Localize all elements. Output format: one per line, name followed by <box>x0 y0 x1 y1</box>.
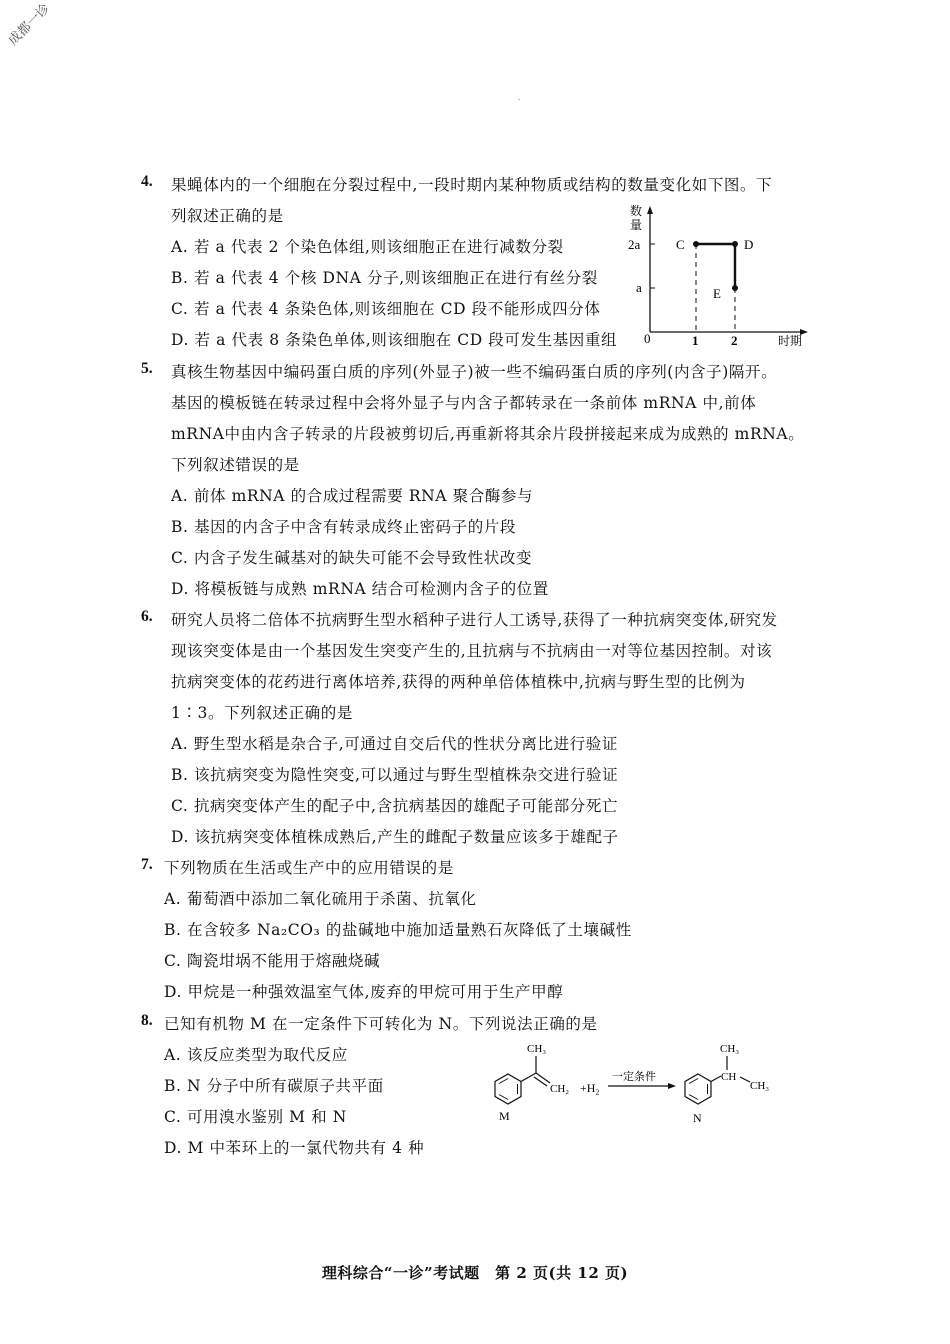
graph-xlabel: 时期 <box>778 334 803 348</box>
question-6-stem-line-3: 抗病突变体的花药进行离体培养,获得的两种单倍体植株中,抗病与野生型的比例为 <box>171 673 746 691</box>
reaction-scheme <box>484 1038 794 1128</box>
benzene-ring-m <box>495 1074 521 1104</box>
question-5-option-b: B. 基因的内含子中含有转录成终止密码子的片段 <box>171 518 517 536</box>
reaction-condition: 一定条件 <box>612 1071 656 1083</box>
question-7-option-b: B. 在含较多 Na₂CO₃ 的盐碱地中施加适量熟石灰降低了土壤碱性 <box>164 921 632 939</box>
question-4-stem-line-2: 列叙述正确的是 <box>171 207 284 225</box>
n-ch: CH <box>721 1071 737 1083</box>
question-6-option-d: D. 该抗病突变体植株成熟后,产生的雌配子数量应该多于雄配子 <box>171 828 619 846</box>
question-5-number: 5. <box>141 360 153 377</box>
question-8-option-c: C. 可用溴水鉴别 M 和 N <box>164 1108 347 1126</box>
corner-watermark: 成都一诊 <box>5 1 54 49</box>
quantity-period-graph <box>518 100 818 350</box>
question-7-number: 7. <box>141 856 153 873</box>
reaction-arrow-head <box>668 1083 676 1089</box>
bond-ring-to-ch <box>711 1076 721 1082</box>
graph-ylabel: 数量 <box>518 100 520 101</box>
graph-ylabel-char-2: 量 <box>630 218 643 232</box>
graph-point-e <box>732 285 738 291</box>
plus-h2: +H₂ <box>580 1081 600 1095</box>
graph-ytick-a: a <box>636 280 642 295</box>
question-5-option-d: D. 将模板链与成熟 mRNA 结合可检测内含子的位置 <box>171 580 549 598</box>
question-5-option-c: C. 内含子发生碱基对的缺失可能不会导致性状改变 <box>171 549 533 567</box>
bond-ring-to-c <box>521 1073 536 1082</box>
n-methyl-top: CH₃ <box>720 1043 740 1055</box>
graph-label-c: C <box>676 237 685 252</box>
graph-xtick-0: 0 <box>644 331 651 346</box>
question-6-stem-line-1: 研究人员将二倍体不抗病野生型水稻种子进行人工诱导,获得了一种抗病突变体,研究发 <box>171 611 778 629</box>
question-4-number: 4. <box>141 173 153 190</box>
question-8-number: 8. <box>141 1012 153 1029</box>
graph-label-e: E <box>713 286 721 301</box>
n-methyl-right: CH₃ <box>750 1080 770 1092</box>
question-7-option-a: A. 葡萄酒中添加二氧化硫用于杀菌、抗氧化 <box>164 890 477 908</box>
page-footer: 理科综合“一诊”考试题 第 2 页(共 12 页) <box>321 1264 629 1282</box>
question-8-option-a: A. 该反应类型为取代反应 <box>164 1046 348 1064</box>
m-label: M <box>499 1109 510 1123</box>
question-7-stem: 下列物质在生活或生产中的应用错误的是 <box>164 859 454 877</box>
m-ch2: CH₂ <box>550 1083 570 1095</box>
question-8-option-b: B. N 分子中所有碳原子共平面 <box>164 1077 384 1095</box>
question-5-stem-line-4: 下列叙述错误的是 <box>171 456 300 474</box>
double-bond-1 <box>536 1073 550 1083</box>
question-5-stem-line-1: 真核生物基因中编码蛋白质的序列(外显子)被一些不编码蛋白质的序列(内含子)隔开。 <box>171 363 778 381</box>
question-6-stem-line-2: 现该突变体是由一个基因发生突变产生的,且抗病与不抗病由一对等位基因控制。对该 <box>171 642 773 660</box>
question-8-stem: 已知有机物 M 在一定条件下可转化为 N。下列说法正确的是 <box>164 1015 598 1033</box>
question-4-option-c: C. 若 a 代表 4 条染色体,则该细胞在 CD 段不能形成四分体 <box>171 300 601 318</box>
question-6-number: 6. <box>141 608 153 625</box>
question-5-option-a: A. 前体 mRNA 的合成过程需要 RNA 聚合酶参与 <box>171 487 534 505</box>
question-6-option-b: B. 该抗病突变为隐性突变,可以通过与野生型植株杂交进行验证 <box>171 766 619 784</box>
question-5-stem-line-3: mRNA中由内含子转录的片段被剪切后,再重新将其余片段拼接起来成为成熟的 mRNA。 <box>171 425 805 443</box>
graph-xtick-1: 1 <box>692 333 699 348</box>
question-7-option-d: D. 甲烷是一种强效温室气体,废弃的甲烷可用于生产甲醇 <box>164 983 564 1001</box>
question-8-option-d: D. M 中苯环上的一氯代物共有 4 种 <box>164 1139 425 1157</box>
m-methyl: CH₃ <box>527 1043 547 1055</box>
question-4-option-b: B. 若 a 代表 4 个核 DNA 分子,则该细胞正在进行有丝分裂 <box>171 269 598 287</box>
question-4-option-a: A. 若 a 代表 2 个染色体组,则该细胞正在进行减数分裂 <box>171 238 564 256</box>
question-4-stem-line-1: 果蝇体内的一个细胞在分裂过程中,一段时期内某种物质或结构的数量变化如下图。下 <box>171 176 773 194</box>
question-7-option-c: C. 陶瓷坩埚不能用于熔融烧碱 <box>164 952 381 970</box>
graph-xtick-2: 2 <box>731 333 738 348</box>
question-4-option-d: D. 若 a 代表 8 条染色单体,则该细胞在 CD 段可发生基因重组 <box>171 331 618 349</box>
n-label: N <box>693 1111 702 1125</box>
graph-point-c <box>693 241 699 247</box>
graph-ytick-2a: 2a <box>628 237 641 252</box>
question-6-option-a: A. 野生型水稻是杂合子,可通过自交后代的性状分离比进行验证 <box>171 735 618 753</box>
question-6-stem-line-4: 1∶3。下列叙述正确的是 <box>171 704 353 722</box>
benzene-ring-n <box>685 1074 711 1104</box>
question-6-option-c: C. 抗病突变体产生的配子中,含抗病基因的雄配子可能部分死亡 <box>171 797 619 815</box>
graph-ylabel-char-1: 数 <box>630 204 643 218</box>
graph-point-d <box>732 241 738 247</box>
graph-label-d: D <box>744 237 754 252</box>
double-bond-2 <box>534 1077 547 1086</box>
bond-ch-to-ch3-right <box>740 1077 750 1082</box>
graph-y-arrow <box>647 206 653 214</box>
question-5-stem-line-2: 基因的模板链在转录过程中会将外显子与内含子都转录在一条前体 mRNA 中,前体 <box>171 394 757 412</box>
